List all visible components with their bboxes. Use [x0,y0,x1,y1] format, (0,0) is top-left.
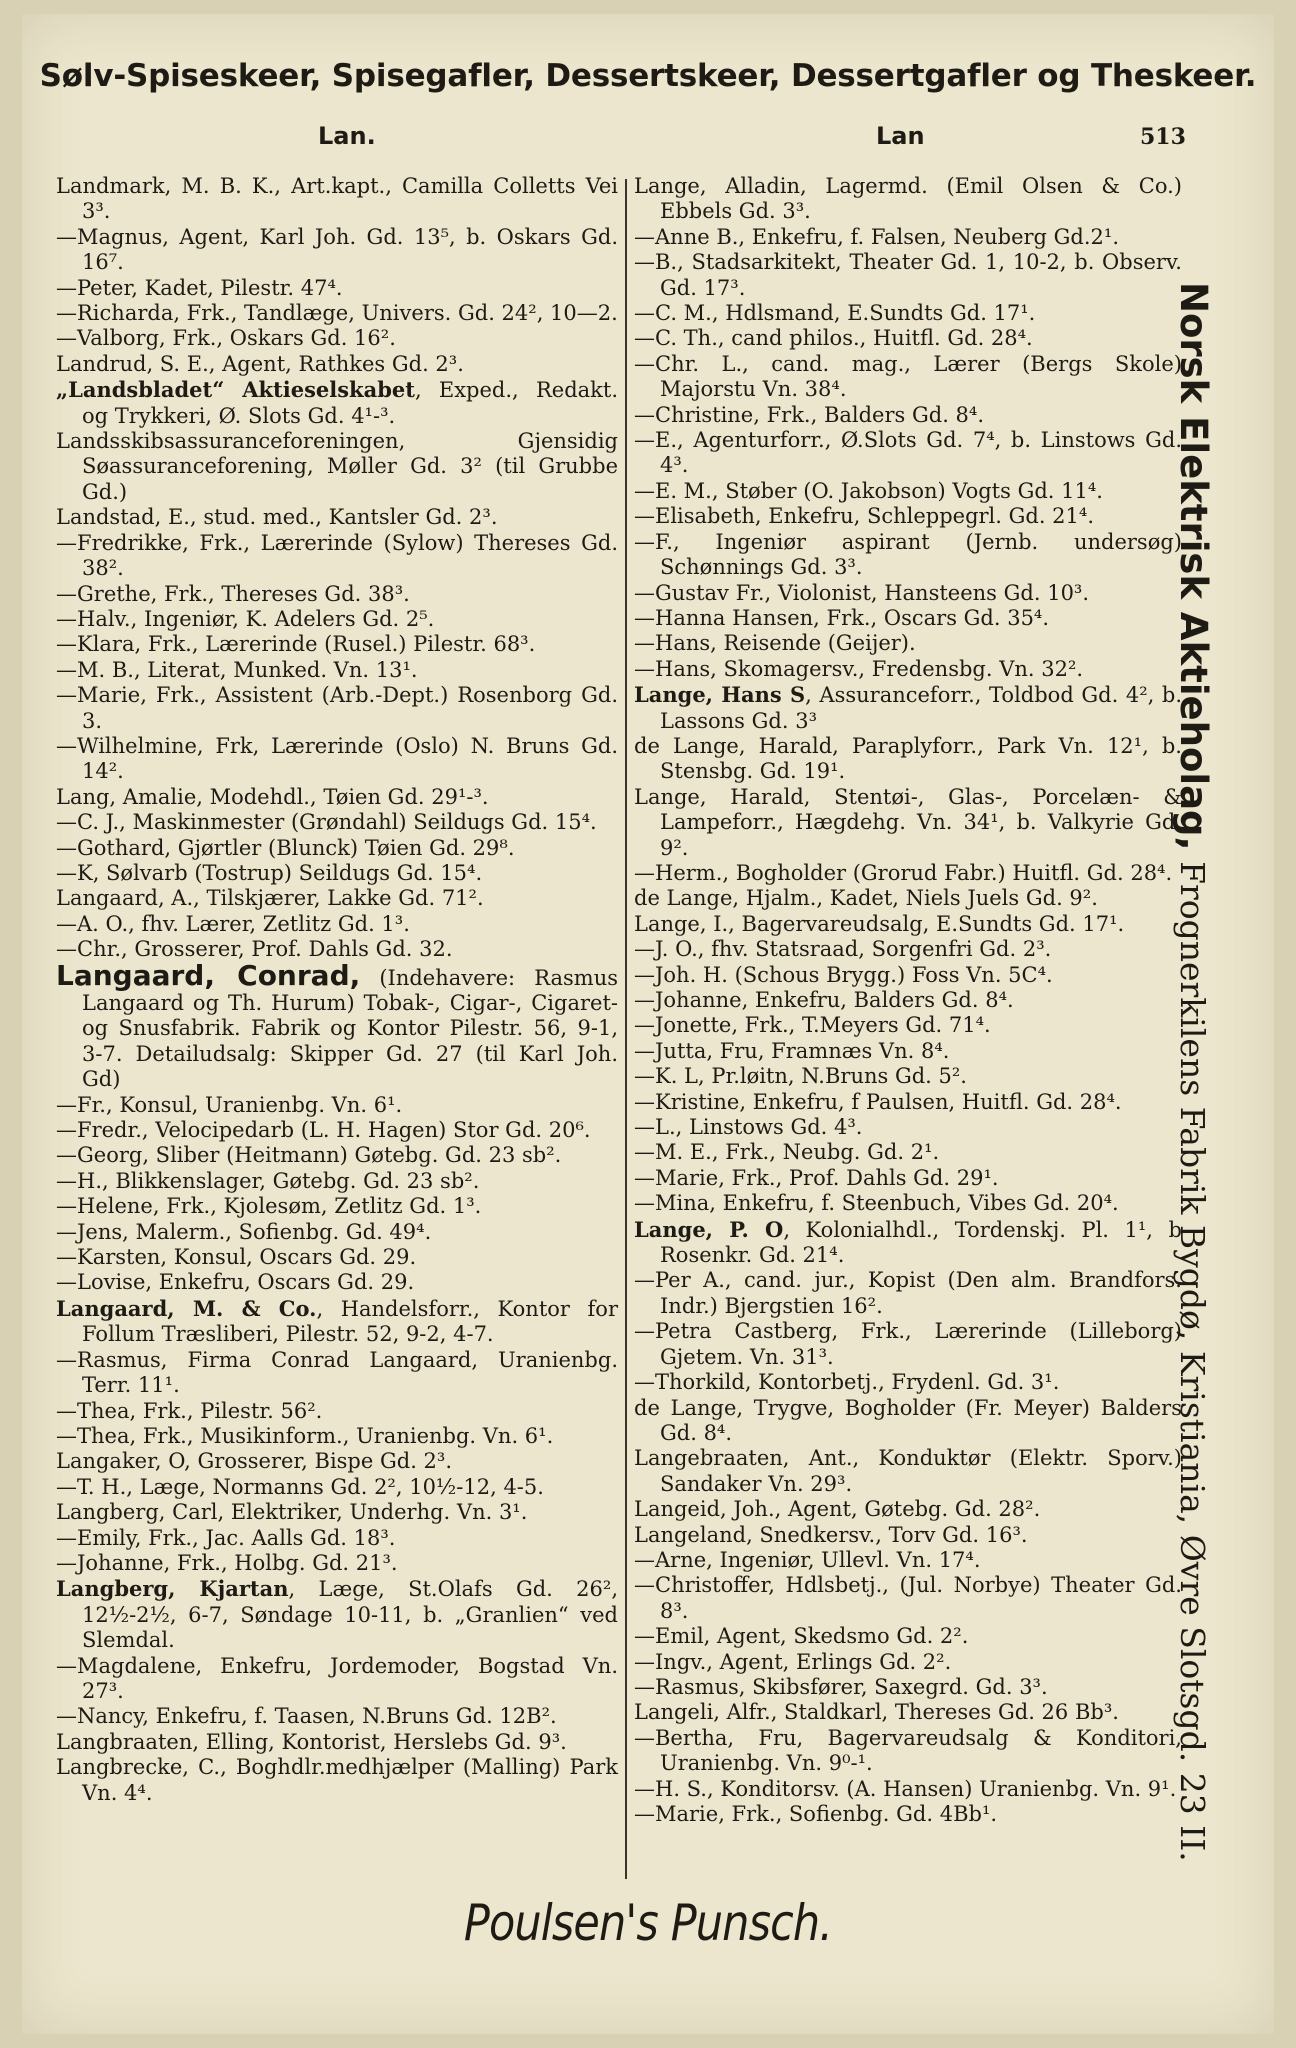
directory-entry [634,631,1182,656]
entry-text: Langaker, O, Grosserer, Bispe Gd. 2³. [56,1449,453,1474]
directory-entry [56,174,618,225]
entry-text: —Richarda, Frk., Tandlæge, Univers. Gd. 24², 10—2. [56,301,618,326]
directory-entry [634,886,1182,911]
entry-text: —E., Agenturforr., Ø.Slots Gd. 7⁴, b. Linstows Gd. 4³. [634,428,1182,478]
entry-text: Landstad, E., stud. med., Kantsler Gd. 2³. [56,505,498,530]
entry-text: Landsskibsassuranceforeningen, Gjensidig Søassuranceforening, Møller Gd. 3² (til Grubbe Gd.) [56,429,618,504]
directory-entry [56,958,619,1093]
entry-text: —Anne B., Enkefru, f. Falsen, Neuberg Gd.2¹. [634,224,1120,249]
entry-text: —Mina, Enkefru, f. Steenbuch, Vibes Gd. 20⁴. [634,1191,1119,1216]
side-advert-company: Norsk Elektrisk Aktieholag, [1172,282,1215,851]
entry-text: —Marie, Frk., Assistent (Arb.-Dept.) Rosenborg Gd. 3. [56,683,618,733]
entry-text: Langbrecke, C., Boghdlr.medhjælper (Malling) Park Vn. 4⁴. [56,1755,618,1805]
directory-entry [56,531,618,582]
entry-text: de Lange, Trygve, Bogholder (Fr. Meyer) Balders Gd. 8⁴. [634,1395,1182,1445]
directory-entry [56,276,618,301]
directory-entry [634,657,1182,682]
entry-text: Langaard, A., Tilskjærer, Lakke Gd. 71². [56,886,484,911]
directory-entry [634,1675,1182,1700]
entry-text: —Rasmus, Skibsfører, Saxegrd. Gd. 3³. [634,1674,1048,1699]
entry-text: —Fr., Konsul, Uranienbg. Vn. 6¹. [56,1092,403,1117]
entry-text: —C. M., Hdlsmand, E.Sundts Gd. 17¹. [634,301,1036,326]
directory-entry [634,1115,1182,1140]
directory-entry [56,1704,618,1729]
entry-text: —L., Linstows Gd. 4³. [634,1115,863,1140]
directory-entry [56,377,618,429]
entry-text: —Georg, Sliber (Heitmann) Gøtebg. Gd. 23 sb². [56,1143,562,1168]
directory-entry [634,403,1182,428]
directory-entry [634,301,1182,326]
entry-text: —Johanne, Frk., Holbg. Gd. 21³. [56,1550,398,1575]
directory-entry [634,1700,1182,1725]
column-divider [625,179,627,1879]
directory-entry [634,1140,1182,1165]
directory-entry [634,1650,1182,1675]
entry-text: —Chr., Grosserer, Prof. Dahls Gd. 32. [56,937,453,962]
entry-text: , Læge, St.Olafs Gd. 26², 12½-2½, 6-7, Søndage 10-11, b. „Granlien“ ved Slemdal. [82,1577,618,1653]
directory-page [22,14,1274,2034]
entry-name-bold: „Landsbladet“ Aktieselskabet [56,377,415,403]
entry-text: —Per A., cand. jur., Kopist (Den alm. Brandfors. Indr.) Bjergstien 16². [634,1268,1182,1318]
entry-text: —Thea, Frk., Pilestr. 56². [56,1398,323,1423]
directory-entry [56,607,618,632]
side-advert [1172,282,1213,1862]
directory-entry [634,504,1182,529]
entry-text: —Emily, Frk., Jac. Aalls Gd. 18³. [56,1525,396,1550]
entry-text: —M. E., Frk., Neubg. Gd. 2¹. [634,1140,940,1165]
entry-text: —Jens, Malerm., Sofienbg. Gd. 49⁴. [56,1219,432,1244]
entry-text: —Thorkild, Kontorbetj., Frydenl. Gd. 3¹. [634,1370,1060,1395]
entry-text: —F., Ingeniør aspirant (Jernb. undersøg) Schønnings Gd. 3³. [634,529,1182,580]
entry-text: —Magdalene, Enkefru, Jordemoder, Bogstad Vn. 27³. [56,1653,618,1703]
entry-text: (Indehavere: Rasmus Langaard og Th. Hurum) Tobak-, Cigar-, Cigaret- og Snusfabrik. Fabrik og Kontor Pilestr. 56, 9-1, 3-7. Detailudsalg: Skipper Gd. 27 (til Karl Joh. Gd) [82,965,619,1092]
directory-entry [56,912,618,937]
entry-name-bold: Langaard, M. & Co. [56,1295,317,1321]
entry-text: —M. B., Literat, Munked. Vn. 13¹. [56,657,418,682]
directory-entry [634,1370,1182,1395]
entry-text: Langeid, Joh., Agent, Gøtebg. Gd. 28². [634,1497,1041,1522]
directory-entry [56,1475,618,1500]
entry-text: —Herm., Bogholder (Grorud Fabr.) Huitfl. Gd. 28⁴. [634,860,1173,885]
directory-entry [56,1245,618,1270]
entry-text: —A. O., fhv. Lærer, Zetlitz Gd. 1³. [56,911,410,936]
entry-text: —C. Th., cand philos., Huitfl. Gd. 28⁴. [634,326,1033,351]
entry-text: —Gustav Fr., Violonist, Hansteens Gd. 10³. [634,580,1090,605]
entry-text: de Lange, Harald, Paraplyforr., Park Vn. 12¹, b. Stensbg. Gd. 19¹. [634,733,1182,784]
directory-entry [634,988,1182,1013]
directory-entry [634,1446,1182,1497]
entry-text: —Jutta, Fru, Framnæs Vn. 8⁴. [634,1038,950,1063]
entry-text: , Assuranceforr., Toldbod Gd. 4², b. Lassons Gd. 3³ [660,683,1182,733]
entry-text: —Fredr., Velocipedarb (L. H. Hagen) Stor Gd. 20⁶. [56,1118,591,1143]
banner-advert: Sølv-Spiseskeer, Spisegafler, Dessertskeer, Dessertgafler og Theskeer. [39,58,1257,94]
running-head-left: Lan. [318,122,376,150]
entry-name-bold: Lange, P. O [634,1216,784,1242]
directory-entry [56,352,618,377]
directory-entry [56,1270,618,1295]
entry-name-bold: Langberg, Kjartan [56,1576,289,1602]
directory-entry [56,1296,618,1348]
entry-name-bold: Lange, Hans S [634,682,806,708]
directory-entry [634,1624,1182,1649]
entry-text: Langebraaten, Ant., Konduktør (Elektr. Sporv.) Sandaker Vn. 29³. [634,1446,1182,1496]
directory-entry [56,734,618,785]
entry-text: —Fredrikke, Frk., Lærerinde (Sylow) Thereses Gd. 38². [56,530,618,581]
directory-entry [56,785,618,810]
directory-entry [56,225,618,276]
entry-text: —Jonette, Frk., T.Meyers Gd. 71⁴. [634,1013,991,1038]
entry-text: —Klara, Frk., Lærerinde (Rusel.) Pilestr. 68³. [56,632,536,657]
directory-entry [634,1523,1182,1548]
directory-entry [634,1497,1182,1522]
entry-text: Langbraaten, Elling, Kontorist, Herslebs Gd. 9³. [56,1729,567,1754]
entry-text: Lange, I., Bagervareudsalg, E.Sundts Gd. 17¹. [634,911,1125,936]
directory-entry [634,1064,1182,1089]
directory-entry [634,785,1182,861]
directory-entry [56,301,618,326]
directory-entry [634,530,1182,581]
directory-entry [634,682,1182,734]
directory-entry [634,225,1182,250]
entry-text: —Hans, Skomagersv., Fredensbg. Vn. 32². [634,656,1084,681]
directory-entry [56,1118,618,1143]
entry-text: —Halv., Ingeniør, K. Adelers Gd. 2⁵. [56,606,435,631]
running-head-right: Lan [876,122,925,150]
page-number: 513 [1140,124,1186,150]
directory-entry [634,606,1182,631]
entry-text: —Elisabeth, Enkefru, Schleppegrl. Gd. 21⁴. [634,504,1095,529]
directory-entry [634,326,1182,351]
directory-entry [56,505,618,530]
directory-entry [56,1143,618,1168]
directory-entry [56,1730,618,1755]
directory-entry [634,1573,1182,1624]
entry-text: Landrud, S. E., Agent, Rathkes Gd. 2³. [56,351,464,376]
entry-text: —B., Stadsarkitekt, Theater Gd. 1, 10-2, b. Observ. Gd. 17³. [634,250,1182,300]
directory-entry [634,1548,1182,1573]
entry-name-bold: Langaard, Conrad, [56,958,361,992]
directory-entry [634,963,1182,988]
entry-text: —C. J., Maskinmester (Grøndahl) Seildugs Gd. 15⁴. [56,810,597,835]
directory-entry [634,352,1182,403]
directory-entry [56,861,618,886]
entry-text: —H., Blikkenslager, Gøtebg. Gd. 23 sb². [56,1168,480,1193]
entry-text: —Johanne, Enkefru, Balders Gd. 8⁴. [634,988,1014,1012]
directory-entry [56,836,618,861]
directory-entry [56,1424,618,1449]
directory-entry [634,1268,1182,1319]
directory-entry [634,1090,1182,1115]
entry-text: —Grethe, Frk., Thereses Gd. 38³. [56,581,410,606]
entry-text: Langberg, Carl, Elektriker, Underhg. Vn. 3¹. [56,1500,528,1525]
entry-text: —Nancy, Enkefru, f. Taasen, N.Bruns Gd. 12B². [56,1704,557,1729]
entry-text: —Helene, Frk., Kjolesøm, Zetlitz Gd. 1³. [56,1194,482,1219]
directory-entry [56,326,618,351]
directory-entry [56,582,618,607]
entry-text: Langeli, Alfr., Staldkarl, Thereses Gd. 26 Bb³. [634,1700,1119,1725]
directory-entry [634,1013,1182,1038]
entry-text: —Thea, Frk., Musikinform., Uranienbg. Vn. 6¹. [56,1423,554,1448]
directory-entry [56,1348,618,1399]
directory-entry [56,1551,618,1576]
entry-text: —E. M., Støber (O. Jakobson) Vogts Gd. 11⁴. [634,478,1103,503]
directory-entry [634,1166,1182,1191]
directory-entry [634,1777,1182,1802]
entry-text: —Arne, Ingeniør, Ullevl. Vn. 17⁴. [634,1547,981,1572]
entry-text: —K. L, Pr.løitn, N.Bruns Gd. 5². [634,1064,967,1089]
entry-text: —Marie, Frk., Sofienbg. Gd. 4Bb¹. [634,1802,998,1826]
entry-text: —Christoffer, Hdlsbetj., (Jul. Norbye) Theater Gd. 8³. [634,1573,1182,1623]
entry-text: Langeland, Snedkersv., Torv Gd. 16³. [634,1522,1028,1547]
directory-entry [56,1654,618,1705]
directory-entry [634,1039,1182,1064]
directory-entry [634,734,1182,785]
entry-text: —Gothard, Gjørtler (Blunck) Tøien Gd. 29⁸. [56,835,515,860]
directory-entry [56,1500,618,1525]
directory-entry [56,1194,618,1219]
directory-entry [634,1396,1182,1447]
entry-text: , Handelsforr., Kontor for Follum Træsliberi, Pilestr. 52, 9-2, 4-7. [82,1296,618,1347]
entry-text: —Marie, Frk., Prof. Dahls Gd. 29¹. [634,1165,999,1190]
entry-text: —H. S., Konditorsv. (A. Hansen) Uranienbg. Vn. 9¹. [634,1776,1177,1801]
directory-entry [634,1319,1182,1370]
directory-entry [56,1169,618,1194]
entry-text: —Lovise, Enkefru, Oscars Gd. 29. [56,1270,415,1295]
directory-entry [634,861,1182,886]
entry-text: , Kolonialhdl., Tordenskj. Pl. 1¹, b Rosenkr. Gd. 21⁴. [660,1217,1182,1268]
directory-entry [56,658,618,683]
entry-text: —J. O., fhv. Statsraad, Sorgenfri Gd. 2³. [634,937,1052,962]
directory-entry [634,912,1182,937]
footer-advert: Poulsen's Punsch. [463,1894,833,1952]
entry-text: —Wilhelmine, Frk, Lærerinde (Oslo) N. Bruns Gd. 14². [56,733,618,784]
directory-entry [634,1217,1182,1269]
right-column [634,174,1182,1827]
entry-text: , Exped., Redakt. og Trykkeri, Ø. Slots Gd. 4¹-³. [82,378,618,428]
directory-entry [56,1220,618,1245]
directory-entry [56,683,618,734]
directory-entry [634,581,1182,606]
directory-entry [56,429,618,505]
entry-text: Lang, Amalie, Modehdl., Tøien Gd. 29¹-³. [56,784,489,809]
directory-entry [634,250,1182,301]
directory-entry [634,1802,1182,1827]
entry-text: de Lange, Hjalm., Kadet, Niels Juels Gd. 9². [634,886,1098,911]
entry-text: Lange, Harald, Stentøi-, Glas-, Porcelæn- & Lampeforr., Hægdehg. Vn. 34¹, b. Valkyrie Gd. 9². [634,784,1182,860]
entry-text: —Petra Castberg, Frk., Lærerinde (Lilleborg) Gjetem. Vn. 31³. [634,1319,1182,1369]
entry-text: —Hans, Reisende (Geijer). [634,631,916,656]
directory-entry [56,1576,618,1653]
directory-entry [634,1191,1182,1216]
directory-entry [56,1755,618,1806]
entry-text: —Kristine, Enkefru, f Paulsen, Huitfl. Gd. 28⁴. [634,1089,1122,1114]
entry-text: —Magnus, Agent, Karl Joh. Gd. 13⁵, b. Oskars Gd. 16⁷. [56,224,618,275]
entry-text: —Valborg, Frk., Oskars Gd. 16². [56,326,396,351]
directory-entry [634,174,1182,225]
directory-entry [634,428,1182,479]
entry-text: —Karsten, Konsul, Oscars Gd. 29. [56,1245,417,1270]
directory-entry [56,886,618,911]
entry-text: —Christine, Frk., Balders Gd. 8⁴. [634,402,984,427]
entry-text: —Emil, Agent, Skedsmo Gd. 2². [634,1624,969,1649]
directory-entry [56,1449,618,1474]
directory-entry [634,937,1182,962]
entry-text: —Chr. L., cand. mag., Lærer (Bergs Skole) Majorstu Vn. 38⁴. [634,351,1182,402]
directory-entry [634,1726,1182,1777]
entry-text: —Rasmus, Firma Conrad Langaard, Uranienbg. Terr. 11¹. [56,1347,618,1398]
side-advert-address: Frognerkilens Fabrik Bygdø, Kristiania, Øvre Slotsgd. 23 II. [1173,850,1212,1862]
entry-text: Lange, Alladin, Lagermd. (Emil Olsen & Co.) Ebbels Gd. 3³. [634,174,1182,224]
entry-text: —Ingv., Agent, Erlings Gd. 2². [634,1649,952,1674]
directory-entry [56,1093,618,1118]
entry-text: —Joh. H. (Schous Brygg.) Foss Vn. 5C⁴. [634,962,1053,987]
directory-entry [634,479,1182,504]
directory-entry [56,810,618,835]
directory-entry [56,1526,618,1551]
entry-text: —T. H., Læge, Normanns Gd. 2², 10½-12, 4-5. [56,1474,544,1499]
directory-entry [56,632,618,657]
entry-text: Landmark, M. B. K., Art.kapt., Camilla Colletts Vei 3³. [56,174,618,224]
entry-text: —Hanna Hansen, Frk., Oscars Gd. 35⁴. [634,605,1050,630]
entry-text: —Peter, Kadet, Pilestr. 47⁴. [56,275,343,300]
entry-text: —K, Sølvarb (Tostrup) Seildugs Gd. 15⁴. [56,860,483,885]
entry-text: —Bertha, Fru, Bagervareudsalg & Konditori, Uranienbg. Vn. 9⁰-¹. [634,1725,1182,1776]
left-column [56,174,618,1806]
directory-entry [56,1399,618,1424]
